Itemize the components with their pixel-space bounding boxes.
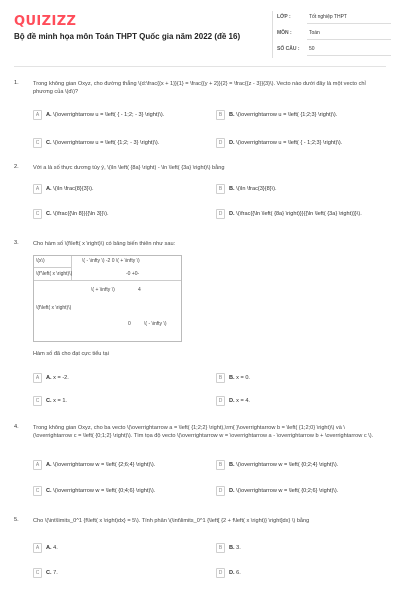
question-number: 3.	[14, 240, 19, 246]
option-letter: C.	[46, 398, 52, 404]
option-letter: C.	[46, 570, 52, 576]
option-letter: B.	[229, 112, 235, 118]
option-box[interactable]: A	[33, 460, 42, 470]
option-box[interactable]: A	[33, 543, 42, 553]
option-box[interactable]: C	[33, 209, 42, 219]
option-box[interactable]: A	[33, 373, 42, 383]
question-text: Trong không gian Oxyz, cho đường thẳng \(d:\frac{{x + 1}}{1} = \frac{{y + 2}}{2} = \frac{{z - 3}}{3}\). Vecto nào dưới đây là một vecto chỉ phương của \(d\)?	[33, 81, 366, 95]
variation-table	[33, 255, 182, 342]
meta-label: MÔN :	[277, 30, 292, 36]
table-cell: 0	[128, 321, 131, 327]
option-box[interactable]: D	[216, 396, 225, 406]
option-text: \(\frac{{\ln \left( {8a} \right)}}{{\ln \left( {3a} \right)}}\).	[234, 211, 362, 217]
worksheet-meta	[272, 11, 392, 58]
option-text: \(\overrightarrow w = \left( {0;4;6} \right)\).	[51, 488, 156, 494]
option-text: \(\overrightarrow u = \left( { - 1;2; - 3} \right)\).	[51, 112, 165, 118]
table-cell: \(f\left( x \right)\)	[36, 305, 72, 311]
option-text: x = 0.	[234, 375, 250, 381]
meta-row-subject	[273, 27, 393, 40]
option-text: 3.	[234, 545, 241, 551]
option-letter: D.	[229, 488, 235, 494]
option-text: \(\overrightarrow u = \left( {1;2;3} \right)\).	[234, 112, 338, 118]
table-cell: \( + \infty \)	[91, 287, 115, 293]
question-note: Hàm số đã cho đạt cực tiểu tại	[33, 351, 109, 357]
table-cell: -0 +0-	[126, 271, 140, 277]
question-text: Trong không gian Oxyz, cho ba vecto \(\overrightarrow a = \left( {1;2;2} \right),\rm{ }\overrightarrow b = \left( {1;2;0} \right)\) và \(\overrightarrow c = \left( {0;1;2} \right)\). Tìm tọa độ vecto \(\overrightarrow w = \overrightarrow a - \overrightarrow b + \overrightarrow c \).	[33, 425, 374, 439]
option-text: \(\overrightarrow u = \left( { - 1;2;3} \right)\).	[234, 140, 343, 146]
option-text: 4.	[51, 545, 58, 551]
option-text: \(\overrightarrow w = \left( {0;2;6} \right)\).	[234, 488, 339, 494]
option-letter: B.	[229, 186, 235, 192]
option-box[interactable]: A	[33, 184, 42, 194]
table-cell: \(x\)	[36, 258, 45, 264]
option-box[interactable]: C	[33, 138, 42, 148]
option-letter: C.	[46, 140, 52, 146]
option-letter: D.	[229, 398, 235, 404]
meta-row-question-count	[273, 43, 393, 56]
option-box[interactable]: D	[216, 209, 225, 219]
question-text: Cho hàm số \(f\left( x \right)\) có bảng biến thiên như sau:	[33, 241, 176, 247]
option-box[interactable]: D	[216, 138, 225, 148]
option-text: 6.	[234, 570, 241, 576]
option-box[interactable]: B	[216, 184, 225, 194]
meta-value: Tốt nghiệp THPT	[307, 14, 391, 24]
table-cell: \(f'\left( x \right)\)	[36, 271, 73, 277]
question-number: 4.	[14, 424, 19, 430]
meta-label: SỐ CÂU :	[277, 46, 300, 52]
option-text: \(\overrightarrow w = \left( {0;2;4} \right)\).	[234, 462, 339, 468]
option-text: \(\frac{{\ln 8}}{{\ln 3}}\).	[51, 211, 109, 217]
option-text: 7.	[51, 570, 58, 576]
question-number: 1.	[14, 80, 19, 86]
option-text: \(\overrightarrow u = \left( {1;2; - 3} \right)\).	[51, 140, 160, 146]
option-letter: C.	[46, 488, 52, 494]
meta-label: LỚP :	[277, 14, 291, 20]
table-cell: \( - \infty \)	[144, 321, 167, 327]
option-text: x = 1.	[51, 398, 67, 404]
option-box[interactable]: C	[33, 396, 42, 406]
worksheet-header	[0, 0, 400, 62]
option-letter: D.	[229, 570, 235, 576]
table-cell: 4	[138, 287, 141, 293]
quizizz-logo: QUIZIZZ	[14, 14, 77, 29]
question-text: Cho \(\int\limits_0^1 {f\left( x \right)dx} = 5\). Tính phân \(\int\limits_0^1 {\left[ {2 + f\left( x \right)} \right]dx} \) bằng	[33, 518, 310, 524]
option-letter: A.	[46, 375, 52, 381]
option-box[interactable]: B	[216, 543, 225, 553]
option-text: x = 4.	[234, 398, 250, 404]
meta-row-class	[273, 11, 393, 24]
option-box[interactable]: D	[216, 486, 225, 496]
option-text: x = -2.	[51, 375, 69, 381]
table-cell: \( - \infty \) -2 0 \( + \infty \)	[82, 258, 140, 264]
meta-value: Toán	[307, 30, 391, 40]
question-number: 2.	[14, 164, 19, 170]
option-box[interactable]: B	[216, 110, 225, 120]
option-text: \(\ln \frac{8}{3}\).	[51, 186, 94, 192]
option-letter: D.	[229, 211, 235, 217]
option-letter: A.	[46, 186, 52, 192]
option-box[interactable]: C	[33, 568, 42, 578]
option-box[interactable]: C	[33, 486, 42, 496]
option-text: \(\ln \frac{3}{8}\).	[234, 186, 277, 192]
question-number: 5.	[14, 517, 19, 523]
question-text: Với a là số thực dương tùy ý, \(\ln \left( {8a} \right) - \ln \left( {3a} \right)\) bằng	[33, 165, 225, 171]
option-text: \(\overrightarrow w = \left( {2;6;4} \right)\).	[51, 462, 156, 468]
option-box[interactable]: A	[33, 110, 42, 120]
option-letter: A.	[46, 112, 52, 118]
table-line	[34, 280, 181, 281]
worksheet-title: Bộ đề minh họa môn Toán THPT Quốc gia năm 2022 (đề 16)	[14, 32, 241, 41]
option-letter: B.	[229, 545, 235, 551]
option-letter: B.	[229, 375, 235, 381]
option-letter: C.	[46, 211, 52, 217]
option-box[interactable]: B	[216, 460, 225, 470]
option-box[interactable]: D	[216, 568, 225, 578]
option-letter: B.	[229, 462, 235, 468]
option-letter: A.	[46, 545, 52, 551]
meta-value: 50	[307, 46, 391, 56]
option-letter: D.	[229, 140, 235, 146]
option-box[interactable]: B	[216, 373, 225, 383]
option-letter: A.	[46, 462, 52, 468]
header-divider	[14, 66, 386, 67]
table-line	[34, 267, 71, 268]
